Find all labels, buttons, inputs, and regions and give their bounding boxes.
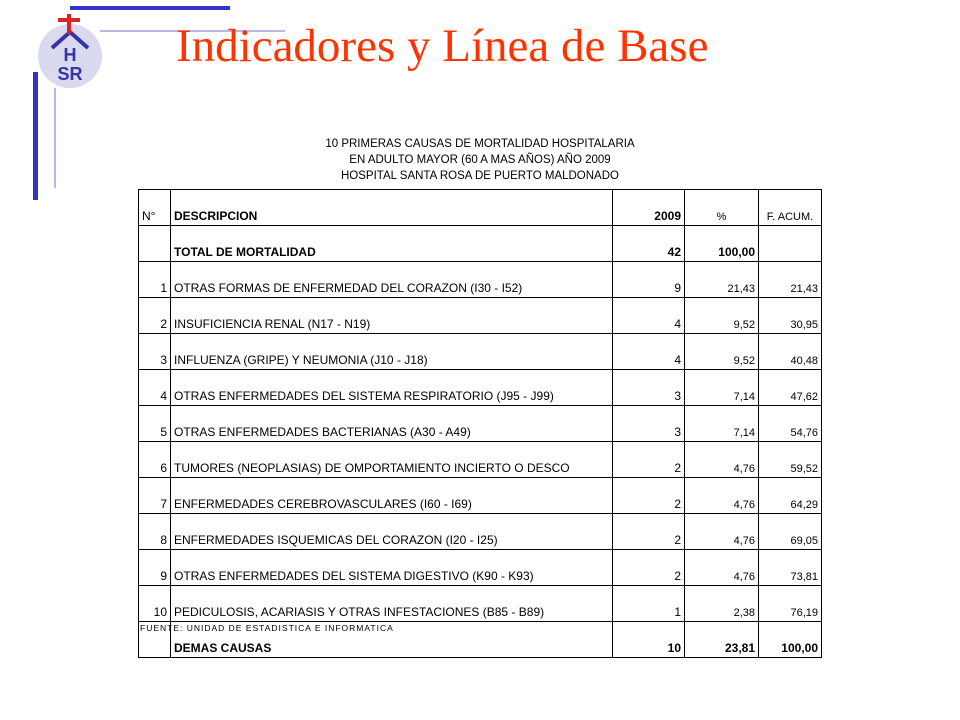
table-row	[139, 550, 822, 586]
row-pct: 2,38	[685, 586, 759, 622]
logo-letter-top: H	[63, 45, 77, 65]
row-n: 3	[139, 334, 171, 370]
header-descripcion: DESCRIPCION	[171, 190, 613, 226]
row-pct: 4,76	[685, 478, 759, 514]
mortality-table	[138, 189, 822, 658]
row-acum: 69,05	[759, 514, 822, 550]
row-year: 2	[613, 514, 685, 550]
demas-descripcion: DEMAS CAUSAS	[171, 622, 613, 658]
row-acum: 47,62	[759, 370, 822, 406]
header-acum: F. ACUM.	[759, 190, 822, 226]
row-pct: 9,52	[685, 298, 759, 334]
row-year: 2	[613, 478, 685, 514]
table-row	[139, 514, 822, 550]
row-acum: 54,76	[759, 406, 822, 442]
row-year: 3	[613, 406, 685, 442]
total-n	[139, 226, 171, 262]
row-n: 6	[139, 442, 171, 478]
total-year: 42	[613, 226, 685, 262]
row-descripcion: INSUFICIENCIA RENAL (N17 - N19)	[171, 298, 613, 334]
row-n: 4	[139, 370, 171, 406]
caption-line-1: 10 PRIMERAS CAUSAS DE MORTALIDAD HOSPITALARIA	[325, 138, 635, 150]
row-descripcion: OTRAS ENFERMEDADES DEL SISTEMA DIGESTIVO (K90 - K93)	[171, 550, 613, 586]
row-n: 7	[139, 478, 171, 514]
row-acum: 30,95	[759, 298, 822, 334]
row-acum: 40,48	[759, 334, 822, 370]
demas-year: 10	[613, 622, 685, 658]
row-descripcion: PEDICULOSIS, ACARIASIS Y OTRAS INFESTACIONES (B85 - B89)	[171, 586, 613, 622]
row-n: 1	[139, 262, 171, 298]
header-pct: %	[685, 190, 759, 226]
row-pct: 7,14	[685, 406, 759, 442]
row-pct: 9,52	[685, 334, 759, 370]
table-source: FUENTE: UNIDAD DE ESTADISTICA E INFORMATICA	[140, 623, 394, 633]
demas-acum: 100,00	[759, 622, 822, 658]
row-descripcion: OTRAS ENFERMEDADES BACTERIANAS (A30 - A49)	[171, 406, 613, 442]
row-n: 2	[139, 298, 171, 334]
table-row	[139, 262, 822, 298]
row-n: 5	[139, 406, 171, 442]
total-row	[139, 226, 822, 262]
row-n: 8	[139, 514, 171, 550]
row-year: 2	[613, 550, 685, 586]
row-n: 9	[139, 550, 171, 586]
row-n: 10	[139, 586, 171, 622]
logo-letters-bottom: SR	[57, 64, 83, 84]
row-acum: 21,43	[759, 262, 822, 298]
row-descripcion: INFLUENZA (GRIPE) Y NEUMONIA (J10 - J18)	[171, 334, 613, 370]
total-descripcion: TOTAL DE MORTALIDAD	[171, 226, 613, 262]
row-year: 4	[613, 298, 685, 334]
row-pct: 7,14	[685, 370, 759, 406]
table-row	[139, 406, 822, 442]
slide-title: Indicadores y Línea de Base	[176, 20, 709, 72]
hospital-logo-icon	[34, 10, 106, 90]
total-acum	[759, 226, 822, 262]
row-descripcion: OTRAS FORMAS DE ENFERMEDAD DEL CORAZON (I30 - I52)	[171, 262, 613, 298]
row-acum: 64,29	[759, 478, 822, 514]
total-pct: 100,00	[685, 226, 759, 262]
table-row	[139, 370, 822, 406]
row-acum: 76,19	[759, 586, 822, 622]
row-year: 2	[613, 442, 685, 478]
caption-line-3: HOSPITAL SANTA ROSA DE PUERTO MALDONADO	[341, 170, 619, 182]
table-row	[139, 586, 822, 622]
row-descripcion: OTRAS ENFERMEDADES DEL SISTEMA RESPIRATORIO (J95 - J99)	[171, 370, 613, 406]
row-pct: 4,76	[685, 550, 759, 586]
row-acum: 59,52	[759, 442, 822, 478]
hospital-logo	[34, 10, 106, 90]
decorative-line-left	[33, 72, 38, 200]
row-year: 4	[613, 334, 685, 370]
caption-line-2: EN ADULTO MAYOR (60 A MAS AÑOS) AÑO 2009	[349, 154, 611, 166]
header-n: N°	[139, 190, 171, 226]
cause-rows	[139, 262, 822, 622]
demas-pct: 23,81	[685, 622, 759, 658]
row-descripcion: TUMORES (NEOPLASIAS) DE OMPORTAMIENTO INCIERTO O DESCO	[171, 442, 613, 478]
row-descripcion: ENFERMEDADES CEREBROVASCULARES (I60 - I69)	[171, 478, 613, 514]
row-pct: 21,43	[685, 262, 759, 298]
row-descripcion: ENFERMEDADES ISQUEMICAS DEL CORAZON (I20 - I25)	[171, 514, 613, 550]
table-row	[139, 298, 822, 334]
table-caption	[290, 136, 670, 184]
row-year: 3	[613, 370, 685, 406]
table-row	[139, 334, 822, 370]
row-year: 9	[613, 262, 685, 298]
table-row	[139, 442, 822, 478]
decorative-line-left-light	[54, 88, 56, 188]
row-acum: 73,81	[759, 550, 822, 586]
row-pct: 4,76	[685, 514, 759, 550]
row-pct: 4,76	[685, 442, 759, 478]
row-year: 1	[613, 586, 685, 622]
table-header-row	[139, 190, 822, 226]
header-year: 2009	[613, 190, 685, 226]
table-row	[139, 478, 822, 514]
